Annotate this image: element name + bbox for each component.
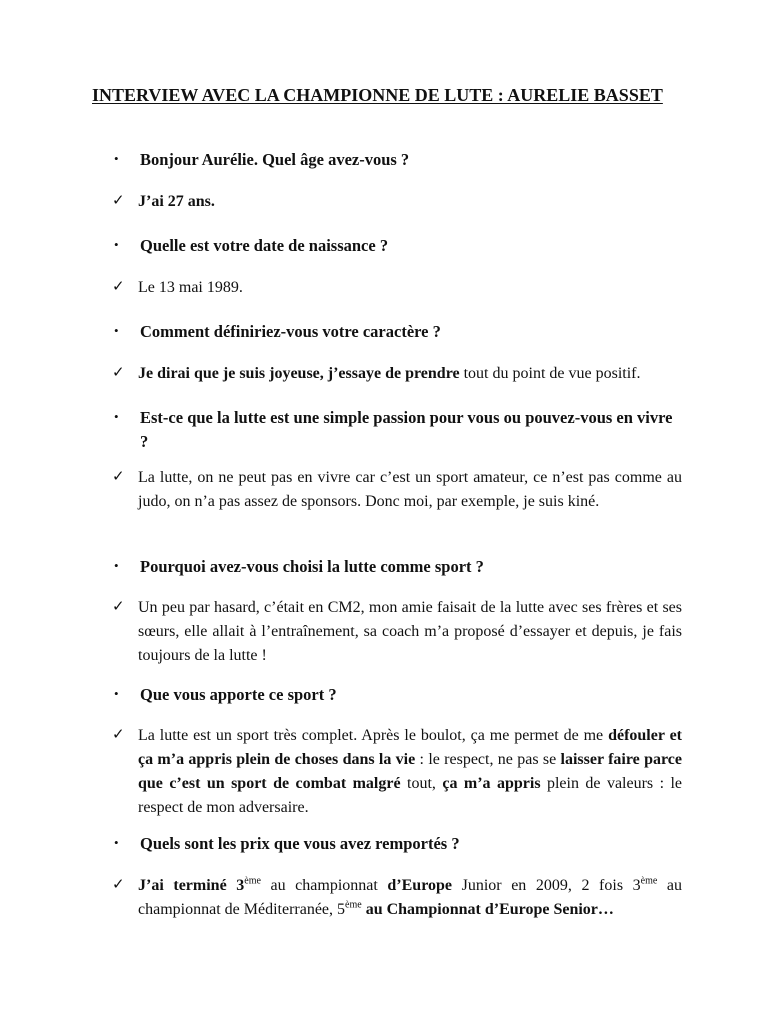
question-text: Que vous apporte ce sport ? xyxy=(140,685,337,704)
question-item xyxy=(112,234,682,258)
bullet-icon: • xyxy=(114,686,119,701)
answer-text xyxy=(138,362,682,386)
answer-text xyxy=(138,724,682,820)
bullet-icon: • xyxy=(114,151,119,166)
checkmark-icon: ✓ xyxy=(112,193,125,209)
answer-text xyxy=(138,874,682,922)
answer-text-segment: Un peu par hasard, c’était en CM2, mon amie faisait de la lutte avec ses frères et ses sœurs, elle allait à l’entraînement, xyxy=(138,599,682,640)
answer-text-segment: J’ai 27 ans. xyxy=(138,193,215,210)
answer-text-segment: : le respect, ne pas se xyxy=(415,751,561,768)
checkmark-icon: ✓ xyxy=(112,365,125,381)
answer-item xyxy=(112,596,682,668)
answer-text: Le 13 mai 1989. xyxy=(138,279,243,296)
question-item xyxy=(112,683,682,707)
bullet-icon: • xyxy=(114,409,119,424)
answer-text-segment: laisser faire parce que c’est un sport de combat malgré xyxy=(138,751,683,792)
answer-text-segment: au championnat xyxy=(260,877,388,894)
question-item xyxy=(112,148,682,172)
answer-text-segment: d’Europe xyxy=(387,877,453,894)
checkmark-icon: ✓ xyxy=(112,727,125,743)
question-item xyxy=(112,406,682,454)
question-item xyxy=(112,832,682,856)
answer-item xyxy=(112,190,682,214)
answer-text-segment: J’ai terminé 3 xyxy=(138,877,245,894)
answer-text-segment: La lutte est un sport très complet. Après le boulot, ça me permet de me xyxy=(138,727,609,744)
checkmark-icon: ✓ xyxy=(112,599,125,615)
superscript: ème xyxy=(640,875,658,887)
superscript: ème xyxy=(244,875,261,887)
answer-item xyxy=(112,362,682,386)
question-text: Quels sont les prix que vous avez remportés ? xyxy=(140,834,460,853)
answer-text-segment: Je dirai que je suis joyeuse, j’essaye de prendre xyxy=(138,365,460,382)
answer-item xyxy=(112,724,682,820)
answer-text xyxy=(138,466,682,514)
answer-text-segment: tout, xyxy=(400,775,443,792)
answer-item xyxy=(112,276,682,300)
answer-text-segment: Junior en 2009, 2 fois 3 xyxy=(452,877,641,894)
question-text: Est-ce que la lutte est une simple passion pour vous ou pouvez-vous en vivre ? xyxy=(140,408,673,451)
question-item xyxy=(112,555,682,579)
checkmark-icon: ✓ xyxy=(112,469,125,485)
answer-text-segment: au championnat de Méditerranée, 5 xyxy=(138,877,682,918)
question-text: Pourquoi avez-vous choisi la lutte comme sport ? xyxy=(140,557,484,576)
superscript: ème xyxy=(345,899,362,911)
answer-text-segment: défouler et ça m’a appris plein de choses dans la vie xyxy=(138,727,683,768)
answer-item xyxy=(112,466,682,514)
answer-text-segment: au Championnat d’Europe Senior… xyxy=(361,901,614,918)
question-item xyxy=(112,320,682,344)
answer-text-segment: ça m’a appris xyxy=(442,775,541,792)
answer-text-segment: La lutte, on ne peut pas en vivre car c’est un sport amateur, ce n’est pas comme au judo, on n’a pas assez de sponsors. Donc moi, par exemple, je suis kiné. xyxy=(138,469,682,510)
answer-text-segment: tout du point de vue positif. xyxy=(459,365,641,382)
question-text: Comment définiriez-vous votre caractère ? xyxy=(140,322,441,341)
answer-item xyxy=(112,874,682,922)
answer-text-segment: plein de valeurs : le respect de mon adversaire. xyxy=(138,775,683,816)
bullet-icon: • xyxy=(114,558,119,573)
bullet-icon: • xyxy=(114,835,119,850)
answer-text-segment: sa coach m’a proposé d’essayer et depuis, je fais toujours de la lutte ! xyxy=(138,623,683,664)
bullet-icon: • xyxy=(114,323,119,338)
bullet-icon: • xyxy=(114,237,119,252)
checkmark-icon: ✓ xyxy=(112,279,125,295)
document-title: INTERVIEW AVEC LA CHAMPIONNE DE LUTE : AURELIE BASSET xyxy=(92,85,663,105)
question-text: Bonjour Aurélie. Quel âge avez-vous ? xyxy=(140,150,410,169)
answer-text xyxy=(138,596,682,668)
answer-text xyxy=(138,190,682,214)
question-text: Quelle est votre date de naissance ? xyxy=(140,236,389,255)
checkmark-icon: ✓ xyxy=(112,877,125,893)
